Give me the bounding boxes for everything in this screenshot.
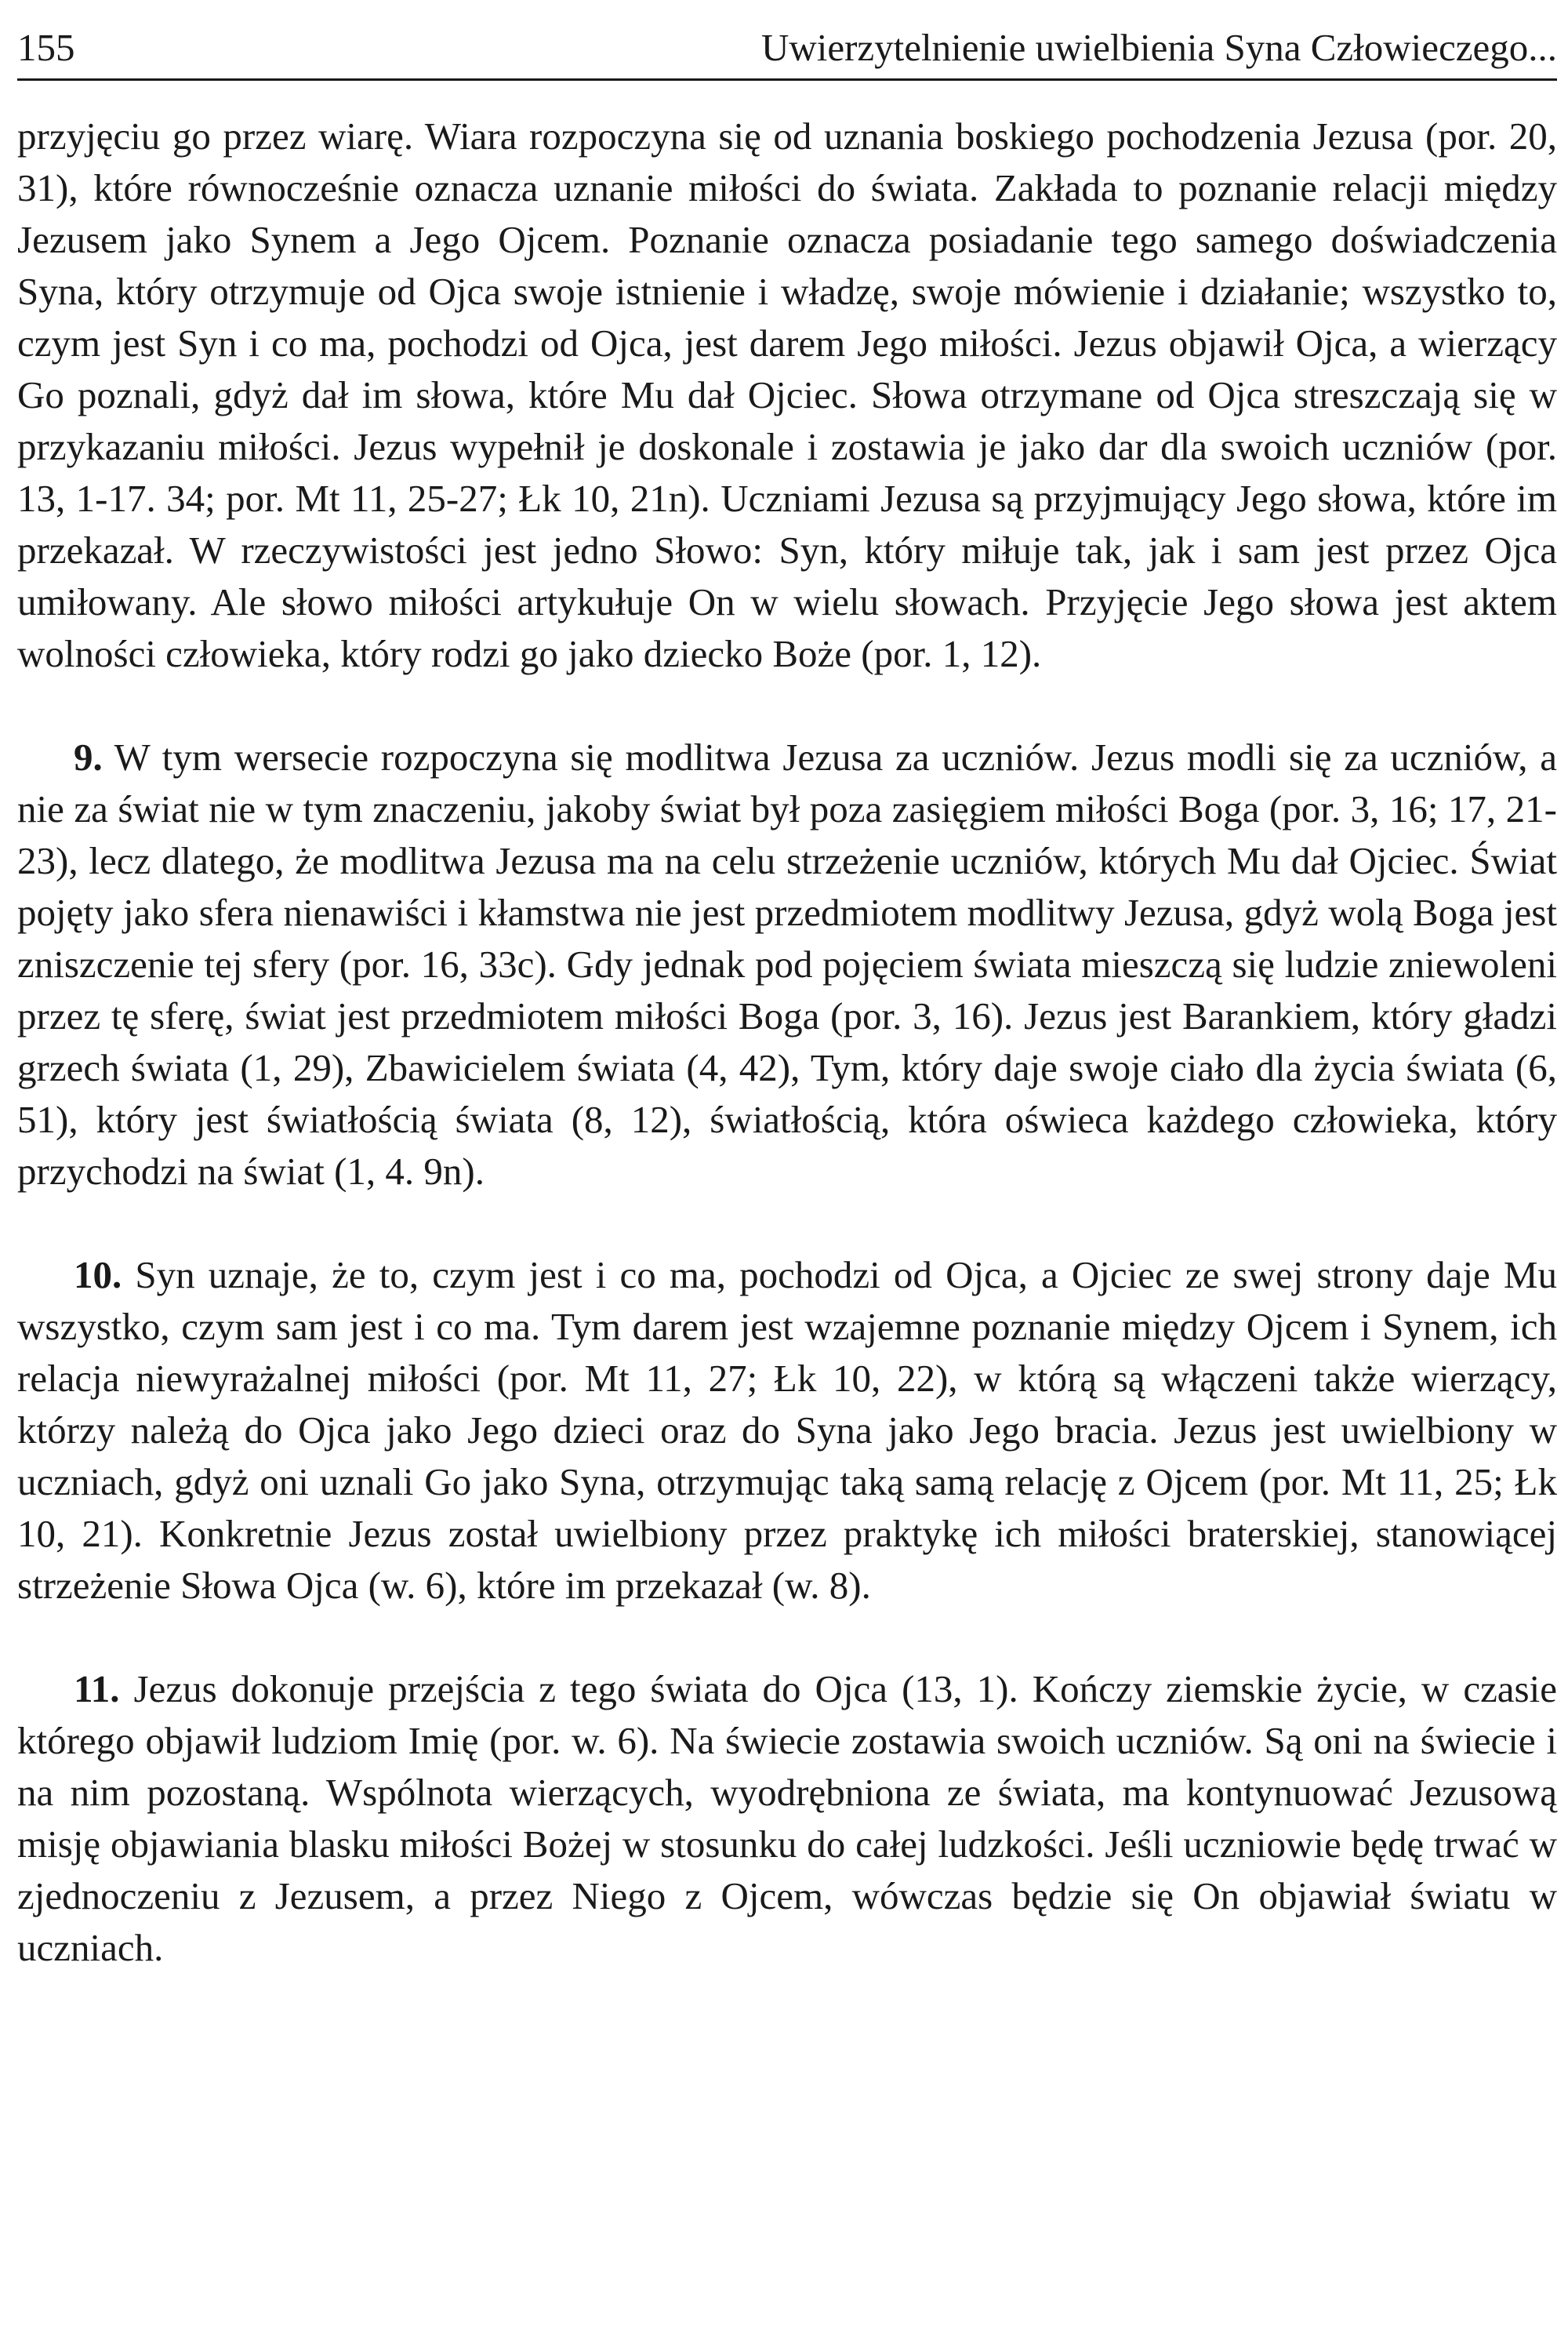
verse-number: 10. — [74, 1253, 122, 1296]
paragraph-text: Syn uznaje, że to, czym jest i co ma, pochodzi od Ojca, a Ojciec ze swej strony daje Mu wszystko, czym sam jest i co ma. Tym darem jest wzajemne poznanie między Ojcem i Synem, ich relacja niewyrażalnej miłości (por. Mt 11, 27; Łk 10, 22), w którą są włączeni także wierzący, którzy należą do Ojca jako Jego dzieci oraz do Syna jako Jego bracia. Jezus jest uwielbiony w uczniach, gdyż oni uznali Go jako Syna, otrzymując taką samą relację z Ojcem (por. Mt 11, 25; Łk 10, 21). Konkretnie Jezus został uwielbiony przez praktykę ich miłości braterskiej, stanowiącej strzeżenie Słowa Ojca (w. 6), które im przekazał (w. 8). — [17, 1253, 1558, 1607]
verse-number: 11. — [74, 1667, 120, 1710]
paragraph-verse-11 — [17, 1663, 1557, 1974]
page-number: 155 — [17, 26, 75, 69]
verse-number: 9. — [74, 736, 103, 779]
paragraph-verse-9 — [17, 732, 1557, 1197]
body-text — [17, 111, 1557, 1974]
paragraph-text: Jezus dokonuje przejścia z tego świata do Ojca (13, 1). Kończy ziemskie życie, w czasie którego objawił ludziom Imię (por. w. 6). Na świecie zostawia swoich uczniów. Są oni na świecie i na nim pozostaną. Wspólnota wierzących, wyodrębniona ze świata, ma kontynuować Jezusową misję objawiania blasku miłości Bożej w stosunku do całej ludzkości. Jeśli uczniowie będę trwać w zjednoczeniu z Jezusem, a przez Niego z Ojcem, wówczas będzie się On objawiał światu w uczniach. — [17, 1667, 1557, 1969]
book-page — [17, 24, 1557, 2026]
running-head — [17, 24, 1557, 81]
paragraph-text: przyjęciu go przez wiarę. Wiara rozpoczyna się od uznania boskiego pochodzenia Jezusa (por. 20, 31), które równocześnie oznacza uznanie miłości do świata. Zakłada to poznanie relacji między Jezusem jako Synem a Jego Ojcem. Poznanie oznacza posiadanie tego samego doświadczenia Syna, który otrzymuje od Ojca swoje istnienie i władzę, swoje mówienie i działanie; wszystko to, czym jest Syn i co ma, pochodzi od Ojca, jest darem Jego miłości. Jezus objawił Ojca, a wierzący Go poznali, gdyż dał im słowa, które Mu dał Ojciec. Słowa otrzymane od Ojca streszczają się w przykazaniu miłości. Jezus wypełnił je doskonale i zostawia je jako dar dla swoich uczniów (por. 13, 1-17. 34; por. Mt 11, 25-27; Łk 10, 21n). Uczniami Jezusa są przyjmujący Jego słowa, które im przekazał. W rzeczywistości jest jedno Słowo: Syn, który miłuje tak, jak i sam jest przez Ojca umiłowany. Ale słowo miłości artykułuje On w wielu słowach. Przyjęcie Jego słowa jest aktem wolności człowieka, który rodzi go jako dziecko Boże (por. 1, 12). — [17, 114, 1557, 675]
paragraph-verse-10 — [17, 1249, 1557, 1612]
running-title: Uwierzytelnienie uwielbienia Syna Człowieczego... — [760, 26, 1557, 69]
paragraph-continued — [17, 111, 1557, 680]
paragraph-text: W tym wersecie rozpoczyna się modlitwa Jezusa za uczniów. Jezus modli się za uczniów, a nie za świat nie w tym znaczeniu, jakoby świat był poza zasięgiem miłości Boga (por. 3, 16; 17, 21-23), lecz dlatego, że modlitwa Jezusa ma na celu strzeżenie uczniów, których Mu dał Ojciec. Świat pojęty jako sfera nienawiści i kłamstwa nie jest przedmiotem modlitwy Jezusa, gdyż wolą Boga jest zniszczenie tej sfery (por. 16, 33c). Gdy jednak pod pojęciem świata mieszczą się ludzie zniewoleni przez tę sferę, świat jest przedmiotem miłości Boga (por. 3, 16). Jezus jest Barankiem, który gładzi grzech świata (1, 29), Zbawicielem świata (4, 42), Tym, który daje swoje ciało dla życia świata (6, 51), który jest światłością świata (8, 12), światłością, która oświeca każdego człowieka, który przychodzi na świat (1, 4. 9n). — [17, 736, 1557, 1193]
